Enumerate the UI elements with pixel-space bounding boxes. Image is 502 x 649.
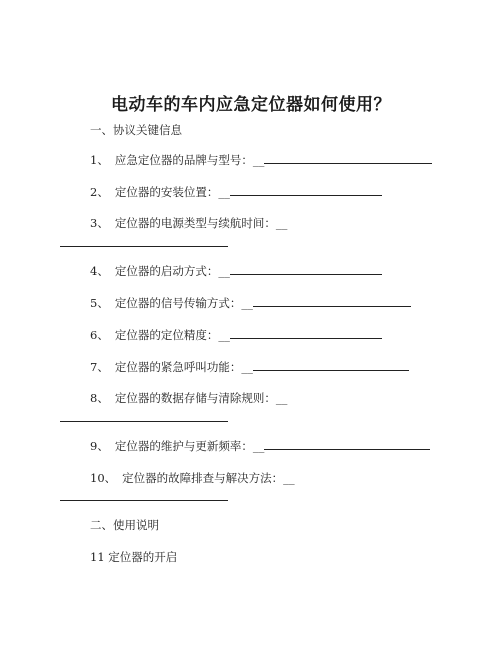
item-text: 定位器的电源类型与续航时间：__: [114, 216, 288, 230]
item-text: 应急定位器的品牌与型号：__: [114, 153, 265, 167]
fill-in-blank: [60, 237, 228, 247]
item-number: 8、: [90, 391, 109, 405]
fill-in-blank: [264, 154, 432, 164]
item-text: 定位器的维护与更新频率：__: [114, 439, 265, 453]
item-text: 定位器的安装位置：__: [114, 185, 230, 199]
list-item-5: [90, 296, 411, 310]
section-heading-agreement-info: 一、协议关键信息: [90, 123, 182, 137]
list-item-4: [90, 264, 382, 278]
item-text: 定位器的故障排查与解决方法：__: [122, 471, 295, 485]
list-item-6: [90, 328, 382, 342]
list-item-10: [90, 471, 295, 485]
item-number: 5、: [90, 296, 109, 310]
document-title: 电动车的车内应急定位器如何使用？: [111, 95, 391, 115]
item-number: 6、: [90, 328, 109, 342]
item-text: 定位器的信号传输方式：__: [114, 296, 253, 310]
fill-in-blank: [230, 186, 382, 196]
list-item-3: [90, 216, 287, 230]
fill-in-blank: [264, 440, 430, 450]
subsection-heading: 11 定位器的开启: [90, 550, 178, 564]
fill-in-blank: [230, 265, 382, 275]
item-number: 10、: [90, 471, 117, 485]
fill-in-blank: [60, 491, 228, 501]
fill-in-blank: [60, 412, 228, 422]
fill-in-blank: [253, 361, 409, 371]
list-item-2: [90, 185, 382, 199]
section-heading-usage: 二、使用说明: [90, 518, 159, 532]
item-number: 3、: [90, 216, 109, 230]
list-item-9: [90, 439, 430, 453]
item-number: 7、: [90, 360, 109, 374]
list-item-8-continuation: [60, 411, 228, 425]
item-number: 1、: [90, 153, 109, 167]
item-number: 9、: [90, 439, 109, 453]
item-text: 定位器的启动方式：__: [114, 264, 230, 278]
item-text: 定位器的紧急呼叫功能：__: [114, 360, 253, 374]
list-item-3-continuation: [60, 236, 228, 250]
list-item-7: [90, 360, 409, 374]
item-text: 定位器的数据存储与清除规则：__: [114, 391, 288, 405]
item-text: 定位器的定位精度：__: [114, 328, 230, 342]
fill-in-blank: [253, 297, 411, 307]
list-item-8: [90, 391, 287, 405]
item-number: 4、: [90, 264, 109, 278]
item-number: 2、: [90, 185, 109, 199]
list-item-1: [90, 153, 432, 167]
fill-in-blank: [230, 329, 382, 339]
list-item-10-continuation: [60, 490, 228, 504]
